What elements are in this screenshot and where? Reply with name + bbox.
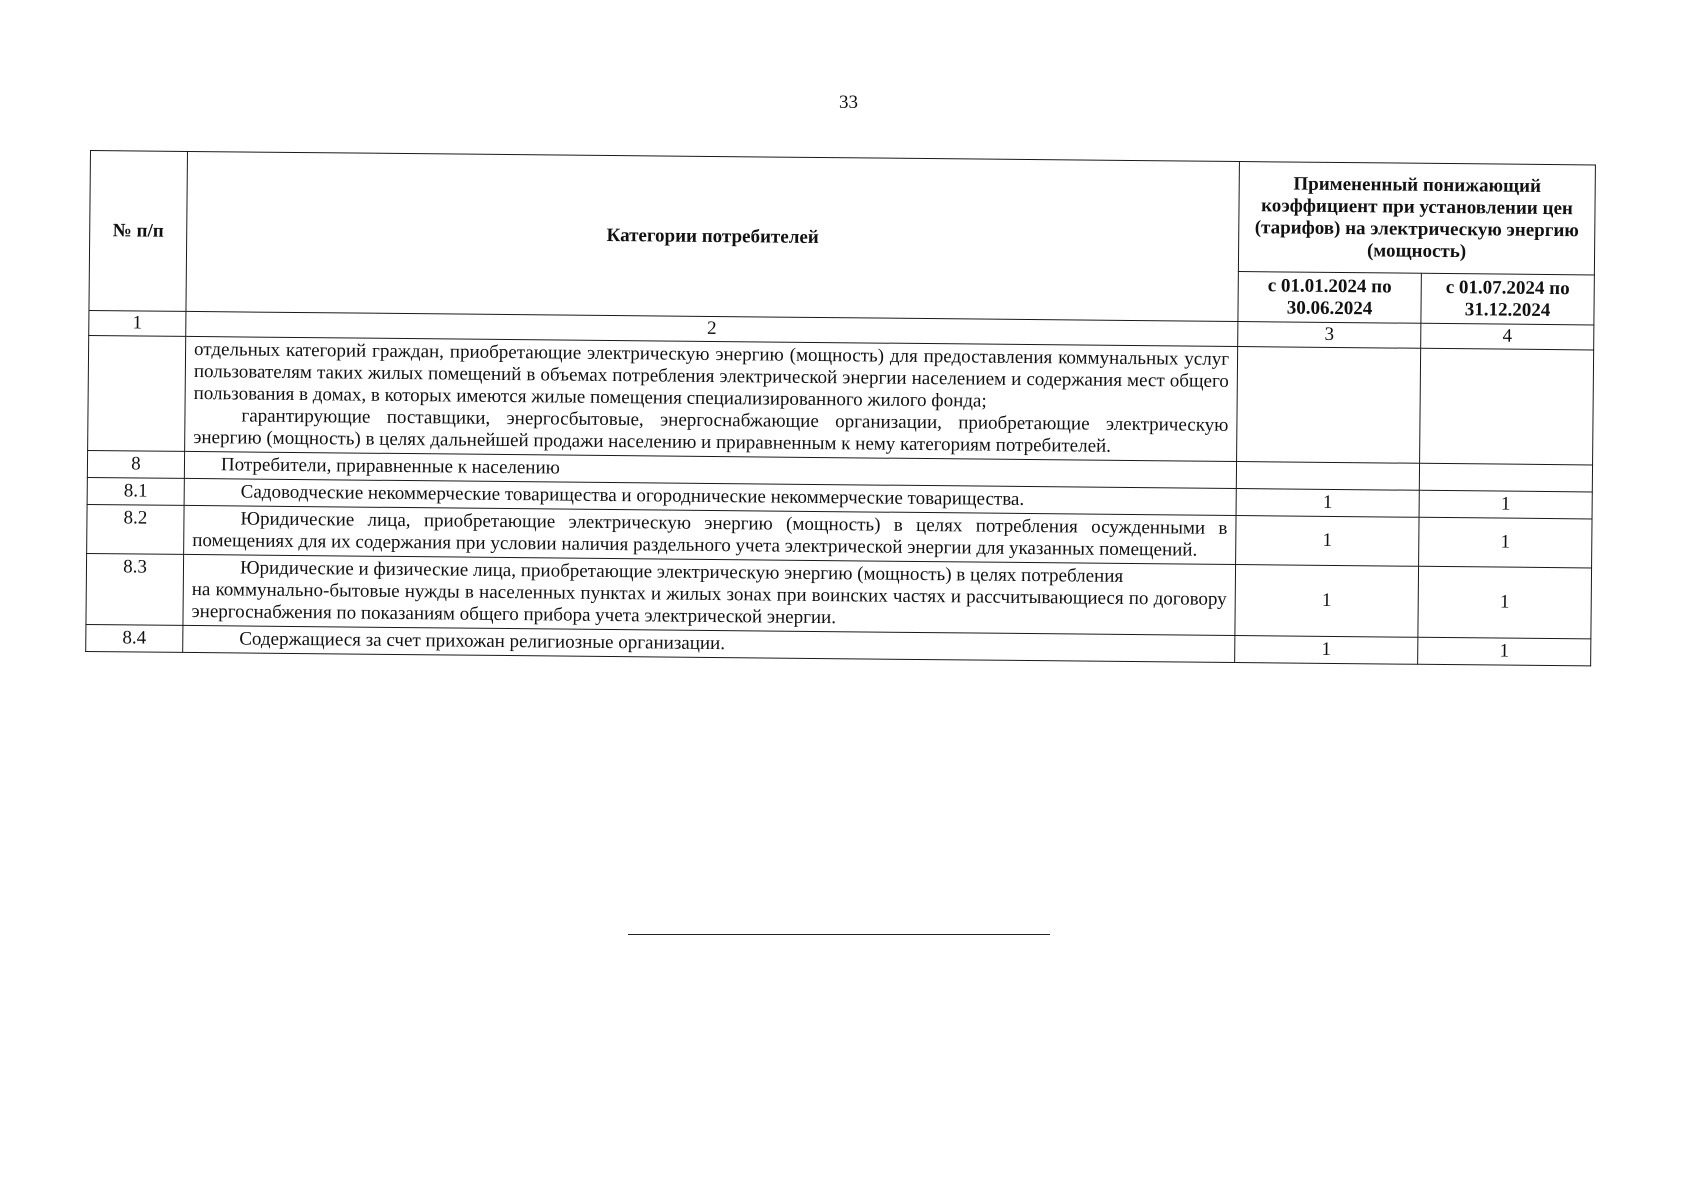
row-text-cell bbox=[185, 336, 1238, 461]
row-value-1 bbox=[1236, 462, 1419, 491]
row-text: Садоводческие некоммерческие товарищества и огороднические некоммерческие товарищества. bbox=[240, 481, 1025, 510]
row-text: Потребители, приравненные к населению bbox=[220, 454, 560, 479]
header-category: Категории потребителей bbox=[186, 151, 1239, 321]
row-value-2: 1 bbox=[1419, 490, 1592, 519]
page-number: 33 bbox=[839, 92, 858, 113]
continuation-paragraph-1: отдельных категорий граждан, приобретающие электрическую энергию (мощность) для предоставления коммунальных услуг пользователям таких жилых помещений в объемах потребления электрической энергии населением и содержания мест общего пользования в домах, в которых имеются жилые помещения специализированного жилого фонда; bbox=[193, 339, 1230, 412]
row-num: 8.2 bbox=[87, 504, 184, 554]
row-num-cell bbox=[88, 335, 186, 451]
row-value-cell bbox=[1420, 348, 1594, 465]
index-cell: 2 bbox=[186, 311, 1238, 346]
row-value-2: 1 bbox=[1418, 566, 1592, 639]
row-num: 8 bbox=[87, 450, 184, 478]
row-value-1: 1 bbox=[1236, 489, 1419, 518]
row-value-2: 1 bbox=[1418, 637, 1591, 666]
row-text: Содержащиеся за счет прихожан религиозные организации. bbox=[239, 628, 726, 655]
index-cell: 3 bbox=[1238, 322, 1421, 349]
row-text-part-b: на коммунально-бытовые нужды в населенных пунктах и жилых зонах при воинских частях и рассчитывающиеся по договору энергоснабжения по показаниям общего прибора учета электрической энергии. bbox=[191, 578, 1227, 629]
header-period-1: с 01.01.2024 по 30.06.2024 bbox=[1238, 272, 1421, 324]
row-num: 8.3 bbox=[86, 553, 184, 625]
row-value-2: 1 bbox=[1419, 517, 1592, 568]
footer-divider bbox=[628, 934, 1050, 935]
row-num: 8.1 bbox=[87, 477, 184, 505]
index-cell: 4 bbox=[1421, 323, 1594, 350]
tariff-coefficient-table bbox=[85, 150, 1596, 666]
index-cell: 1 bbox=[89, 310, 186, 336]
row-num: 8.4 bbox=[86, 624, 183, 652]
continuation-paragraph-2: гарантирующие поставщики, энергосбытовые, энергоснабжающие организации, приобретающие электрическую энергию (мощность) в целях дальнейшей продажи населению и приравненным к нему категориям потребителей. bbox=[193, 405, 1229, 457]
row-text: Юридические лица, приобретающие электрическую энергию (мощность) в целях потребления осужденными в помещениях для их содержания при условии наличия раздельного учета электрической энергии для указанных помещений. bbox=[192, 508, 1228, 561]
header-period-2: с 01.07.2024 по 31.12.2024 bbox=[1421, 273, 1594, 325]
row-text-part-a: Юридические и физические лица, приобретающие электрическую энергию (мощность) в целях потребления bbox=[239, 557, 1124, 587]
header-num: № п/п bbox=[89, 151, 188, 312]
tariff-table-container bbox=[85, 150, 1595, 666]
row-value-2 bbox=[1419, 463, 1592, 492]
row-value-1: 1 bbox=[1235, 565, 1419, 638]
table-row-continuation bbox=[88, 335, 1594, 464]
row-value-1: 1 bbox=[1236, 516, 1419, 567]
row-value-1: 1 bbox=[1235, 636, 1418, 665]
header-coefficient-group: Примененный понижающий коэффициент при установлении цен (тарифов) на электрическую энергию (мощность) bbox=[1238, 162, 1595, 275]
row-value-cell bbox=[1237, 347, 1421, 464]
